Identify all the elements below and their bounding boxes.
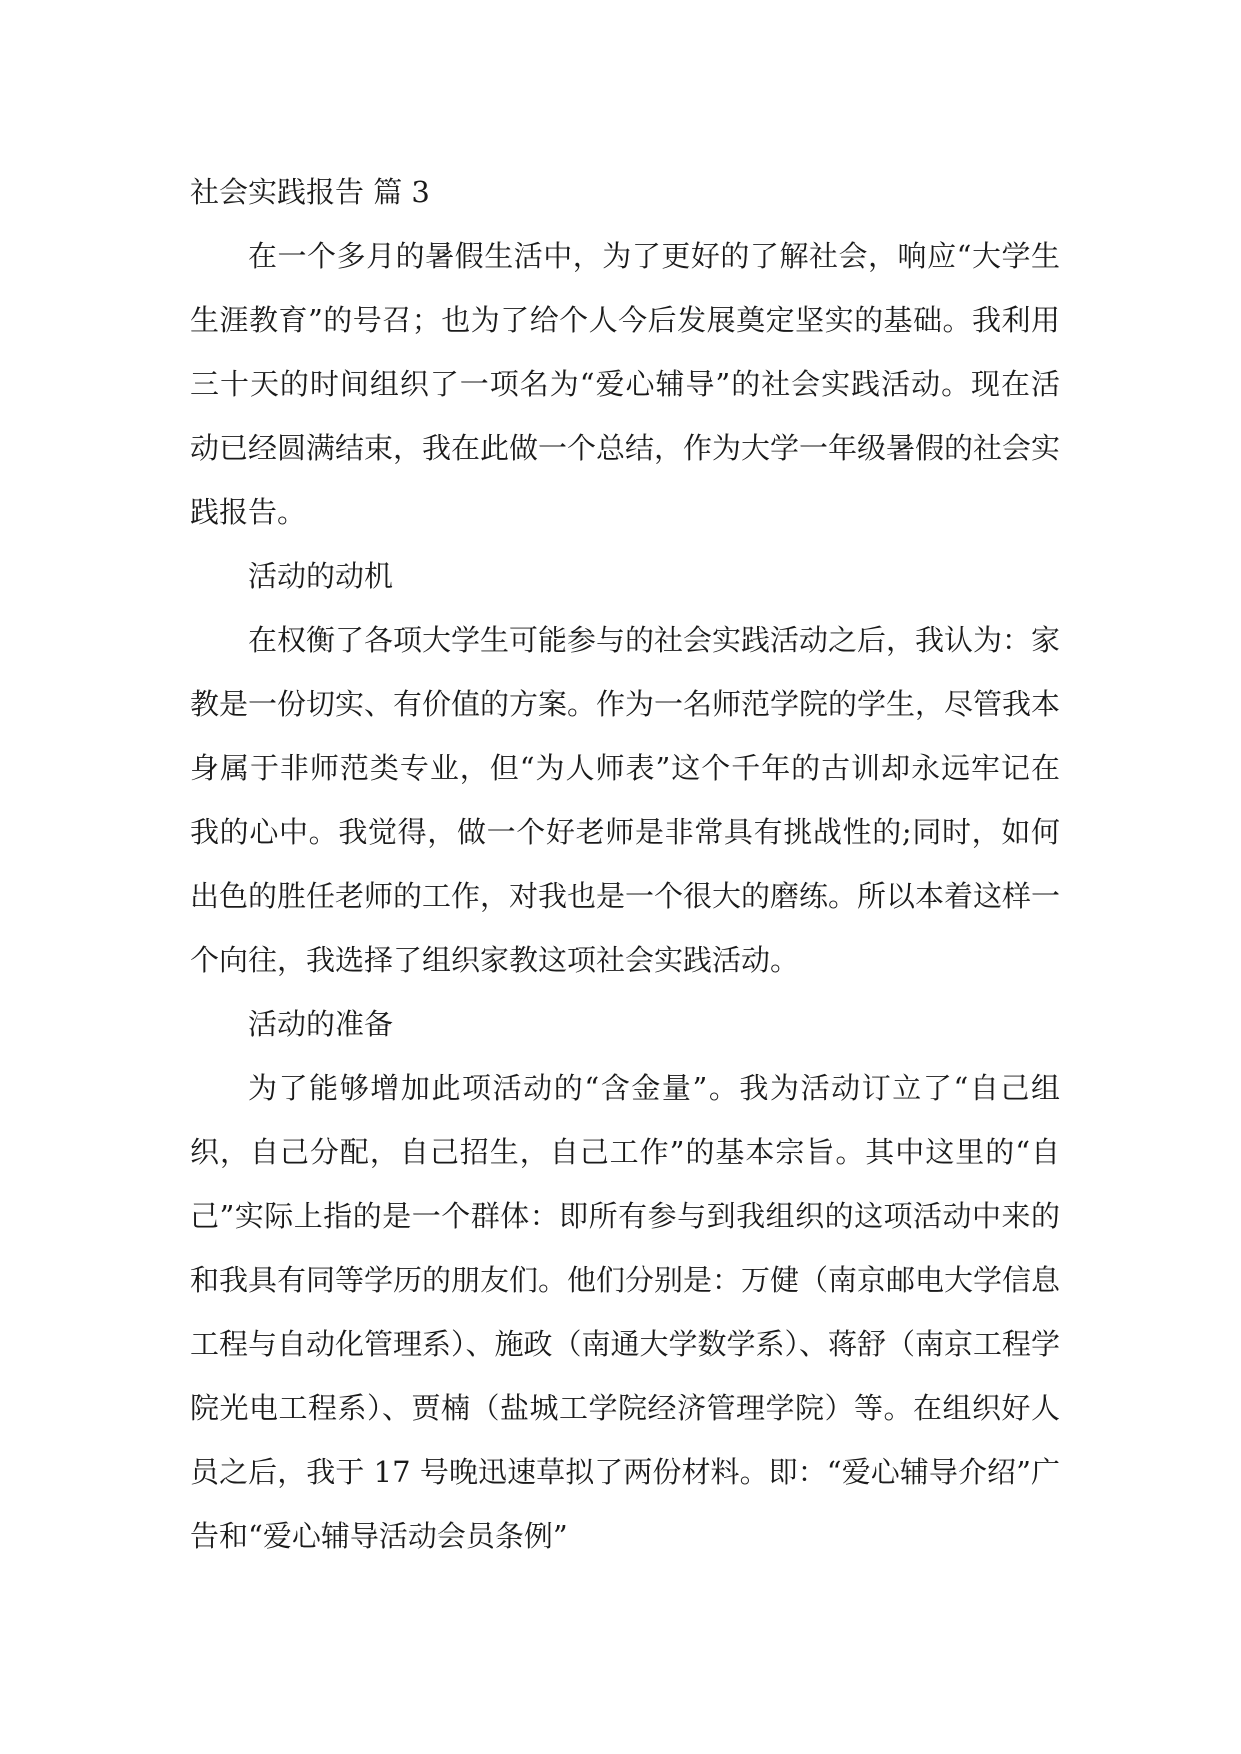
paragraph-intro: 在一个多月的暑假生活中，为了更好的了解社会，响应“大学生生涯教育”的号召；也为了给个人今后发展奠定坚实的基础。我利用三十天的时间组织了一项名为“爱心辅导”的社会实践活动。现在活动已经圆满结束，我在此做一个总结，作为大学一年级暑假的社会实践报告。 xyxy=(190,239,1061,529)
section-heading-motivation: 活动的动机 xyxy=(248,559,394,593)
document-title: 社会实践报告 篇 3 xyxy=(190,175,430,209)
paragraph-motivation: 在权衡了各项大学生可能参与的社会实践活动之后，我认为：家教是一份切实、有价值的方案。作为一名师范学院的学生，尽管我本身属于非师范类专业，但“为人师表”这个千年的古训却永远牢记在我的心中。我觉得，做一个好老师是非常具有挑战性的;同时，如何出色的胜任老师的工作，对我也是一个很大的磨练。所以本着这样一个向往，我选择了组织家教这项社会实践活动。 xyxy=(190,623,1061,977)
section-heading-preparation: 活动的准备 xyxy=(248,1007,394,1041)
paragraph-preparation: 为了能够增加此项活动的“含金量”。我为活动订立了“自己组织，自己分配，自己招生，自己工作”的基本宗旨。其中这里的“自己”实际上指的是一个群体：即所有参与到我组织的这项活动中来的和我具有同等学历的朋友们。他们分别是：万健（南京邮电大学信息工程与自动化管理系）、施政（南通大学数学系）、蒋舒（南京工程学院光电工程系）、贾楠（盐城工学院经济管理学院）等。在组织好人员之后，我于 17 号晚迅速草拟了两份材料。即：“爱心辅导介绍”广告和“爱心辅导活动会员条例” xyxy=(190,1071,1061,1553)
document-page xyxy=(190,160,1060,1568)
